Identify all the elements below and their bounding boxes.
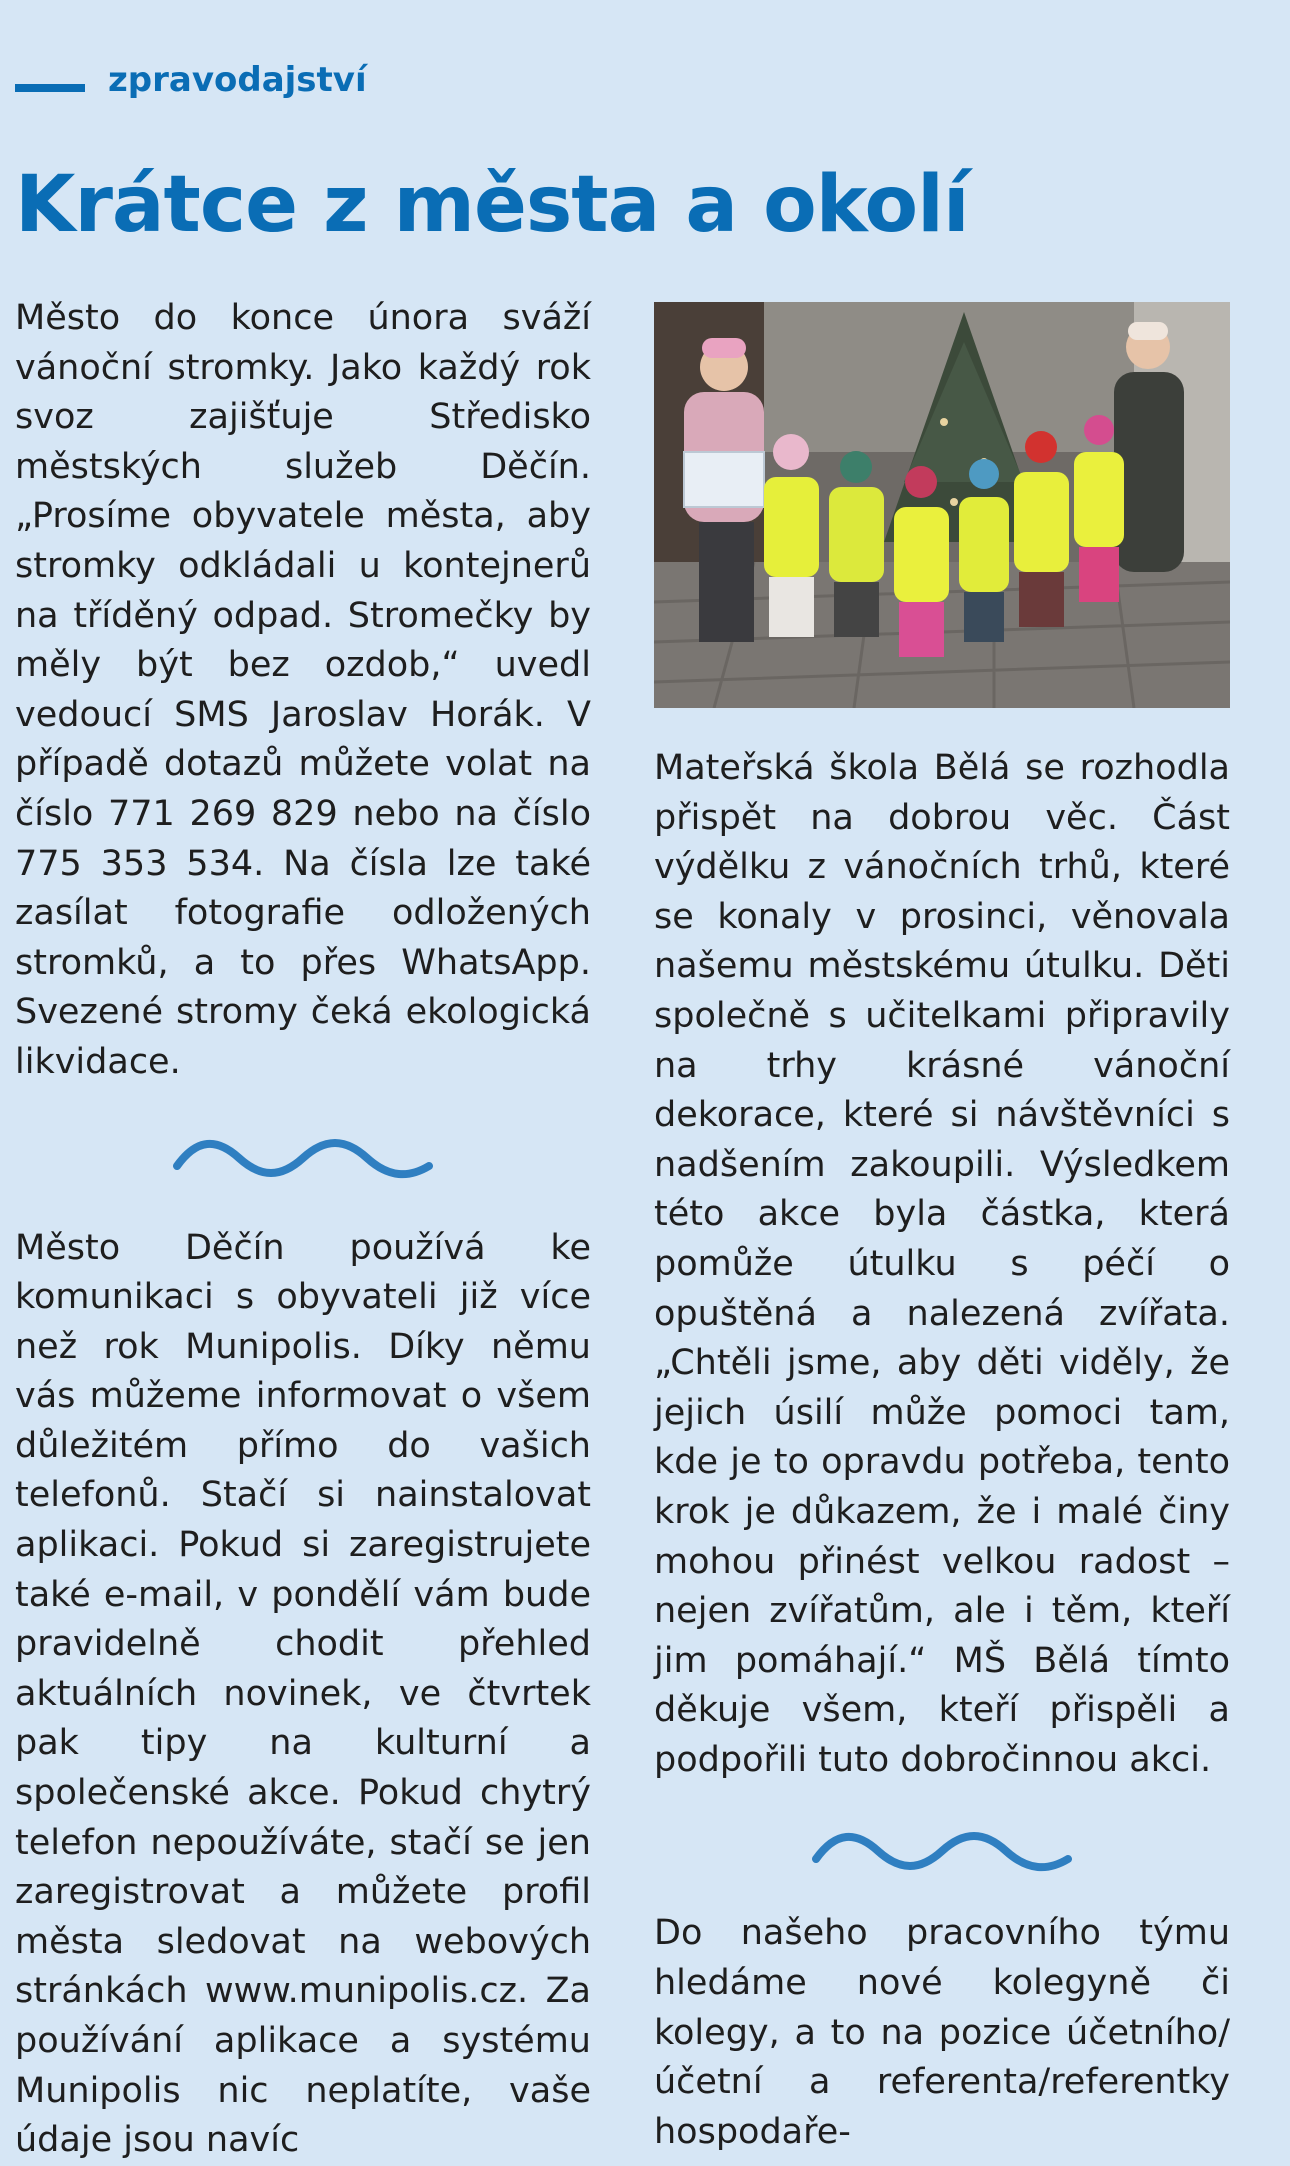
wave-divider-icon: [173, 1136, 433, 1180]
page-title: Krátce z města a okolí: [15, 160, 969, 250]
article-jobs: Do našeho pracovního týmu hledáme nové kolegyně či kolegy, a to na pozice účetního/účetní a referenta/referentky hospodaře-: [654, 1913, 1230, 2152]
right-column: [654, 744, 1230, 2157]
section-label: zpravodajství: [108, 60, 367, 100]
section-bar: [15, 84, 85, 92]
left-column: [15, 294, 591, 2166]
article-kindergarten: Mateřská škola Bělá se rozhodla přispět na dobrou věc. Část výdělku z vánočních trhů, které se konaly v prosinci, věnovala našemu městskému útulku. Děti společně s učitelkami připravily na trhy krásné vánoční dekorace, které si návštěvníci s nadšením zakoupili. Výsledkem této akce byla částka, která pomůže útulku s péčí o opuštěná a nalezená zvířata. „Chtěli jsme, aby děti viděly, že jejich úsilí může pomoci tam, kde je to opravdu potřeba, tento krok je důkazem, že i malé činy mohou přinést velkou radost – nejen zvířatům, ale i těm, kteří jim pomáhají.“ MŠ Bělá tímto děkuje všem, kteří přispěli a podpořili tuto dobročinnou akci.: [654, 748, 1230, 1780]
wave-divider-icon: [812, 1829, 1072, 1873]
article-christmas-trees: Město do konce února sváží vánoční stromky. Jako každý rok svoz zajišťuje Středisko městských služeb Děčín. „Prosíme obyvatele města, aby stromky odkládali u kontejnerů na tříděný odpad. Stromečky by měly být bez ozdob,“ uvedl vedoucí SMS Jaroslav Horák. V případě dotazů můžete volat na číslo 771 269 829 nebo na číslo 775 353 534. Na čísla lze také zasílat fotografie odložených stromků, a to přes WhatsApp. Svezené stromy čeká ekologická likvidace.: [15, 298, 591, 1082]
kindergarten-photo: [654, 302, 1230, 708]
article-munipolis: Město Děčín používá ke komunikaci s obyvateli již více než rok Munipolis. Díky němu vás můžeme informovat o všem důležitém přímo do vašich telefonů. Stačí si nainstalovat aplikaci. Pokud si zaregistrujete také e-mail, v pondělí vám bude pravidelně chodit přehled aktuálních novinek, ve čtvrtek pak tipy na kulturní a společenské akce. Pokud chytrý telefon nepoužíváte, stačí se jen zaregistrovat a můžete profil města sledovat na webových stránkách www.munipolis.cz. Za používání aplikace a systému Munipolis nic neplatíte, vaše údaje jsou navíc: [15, 1227, 591, 2161]
